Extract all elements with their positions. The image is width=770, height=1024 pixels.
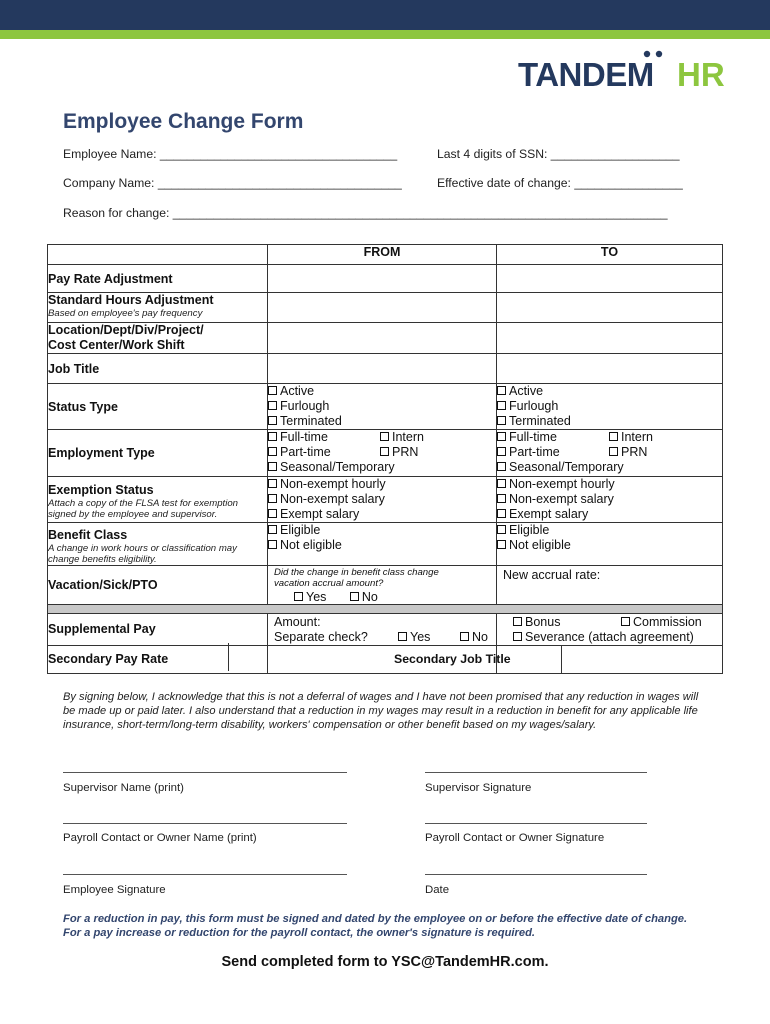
benefit-to-options [497, 522, 723, 565]
furlough-label: Furlough [280, 399, 330, 414]
non-exempt-salary-checkbox[interactable] [497, 494, 506, 503]
date-line[interactable] [425, 874, 647, 875]
reason-field[interactable]: Reason for change: _________________________________________________________________________ [63, 206, 668, 220]
part-time-label: Part-time [280, 445, 331, 460]
separate-yes-label: Yes [410, 629, 431, 644]
employee-signature-label: Employee Signature [63, 884, 166, 896]
eligible-checkbox[interactable] [497, 525, 506, 534]
active-label: Active [509, 384, 544, 398]
date-label: Date [425, 884, 450, 896]
supervisor-name-line[interactable] [63, 772, 347, 773]
separate-no-checkbox[interactable] [460, 632, 469, 641]
non-exempt-hourly-checkbox[interactable] [268, 479, 277, 488]
employment-to-options [497, 430, 723, 476]
header-band-green [0, 30, 770, 39]
part-time-checkbox[interactable] [268, 447, 277, 456]
commission-checkbox[interactable] [621, 617, 630, 626]
exempt-salary-checkbox[interactable] [497, 509, 506, 518]
row-label-supplemental: Supplemental Pay [48, 613, 268, 645]
part-time-checkbox[interactable] [497, 447, 506, 456]
separator-bar [48, 604, 723, 613]
bonus-label: Bonus [525, 614, 561, 629]
terminated-label: Terminated [509, 414, 571, 429]
pay-rate-to[interactable] [497, 265, 723, 293]
separate-yes-checkbox[interactable] [398, 632, 407, 641]
severance-label: Severance (attach agreement) [525, 629, 694, 644]
not-eligible-checkbox[interactable] [268, 540, 277, 549]
logo-text-main: TANDEM [518, 56, 654, 92]
separate-no-label: No [472, 629, 488, 644]
footer-note-line1: For a reduction in pay, this form must be signed and dated by the employee on or before the effective date of change. [63, 913, 688, 925]
exemption-to-options [497, 476, 723, 522]
row-label-location [48, 323, 268, 354]
from-header: FROM [268, 245, 497, 265]
location-from[interactable] [268, 323, 497, 354]
footer-note-line2: For a pay increase or reduction for the payroll contact, the owner's signature is required. [63, 927, 536, 939]
eligible-label: Eligible [509, 522, 550, 537]
exemption-title: Exemption Status [48, 482, 154, 497]
intern-label: Intern [621, 430, 653, 445]
std-hours-title: Standard Hours Adjustment [48, 293, 214, 307]
job-title-from[interactable] [268, 354, 497, 384]
separate-check-label: Separate check? [274, 629, 368, 644]
vacation-from [268, 565, 497, 604]
payroll-signature-line[interactable] [425, 823, 647, 824]
full-time-label: Full-time [280, 430, 328, 445]
prn-checkbox[interactable] [609, 447, 618, 456]
seasonal-checkbox[interactable] [268, 462, 277, 471]
supervisor-name-label: Supervisor Name (print) [63, 782, 184, 794]
exemption-from-options [268, 476, 497, 522]
change-table [47, 244, 723, 674]
row-label-std-hours [48, 293, 268, 323]
row-label-job-title: Job Title [48, 354, 268, 384]
benefit-title: Benefit Class [48, 527, 128, 542]
non-exempt-hourly-checkbox[interactable] [497, 479, 506, 488]
row-label-exemption [48, 476, 268, 522]
status-to-options [497, 384, 723, 430]
payroll-name-label: Payroll Contact or Owner Name (print) [63, 832, 257, 844]
location-line1: Location/Dept/Div/Project/ [48, 323, 204, 337]
benefit-from-options [268, 522, 497, 565]
exemption-sub: Attach a copy of the FLSA test for exemption signed by the employee and supervisor. [48, 497, 239, 520]
active-label: Active [280, 384, 315, 398]
employee-signature-line[interactable] [63, 874, 347, 875]
terminated-checkbox[interactable] [268, 416, 277, 425]
seasonal-label: Seasonal/Temporary [509, 460, 624, 475]
payroll-name-line[interactable] [63, 823, 347, 824]
seasonal-checkbox[interactable] [497, 462, 506, 471]
secondary-job-cell [268, 645, 511, 673]
exempt-salary-label: Exempt salary [509, 506, 589, 521]
row-label-status-type: Status Type [48, 384, 268, 430]
commission-label: Commission [633, 614, 702, 629]
full-time-checkbox[interactable] [497, 432, 506, 441]
company-name-field[interactable]: Company Name: ____________________________________ [63, 176, 402, 190]
supplemental-to [497, 613, 723, 645]
page-title: Employee Change Form [63, 110, 304, 133]
std-hours-to[interactable] [497, 293, 723, 323]
job-title-to[interactable] [497, 354, 723, 384]
header-band-navy [0, 0, 770, 30]
not-eligible-label: Not eligible [509, 537, 571, 552]
std-hours-sub: Based on employee's pay frequency [48, 308, 203, 319]
row-label-pay-rate: Pay Rate Adjustment [48, 265, 268, 293]
tandem-hr-logo [518, 50, 738, 92]
vacation-yes-checkbox[interactable] [294, 592, 303, 601]
pay-rate-from[interactable] [268, 265, 497, 293]
new-accrual-rate[interactable]: New accrual rate: [497, 565, 723, 604]
row-label-employment-type: Employment Type [48, 430, 268, 476]
full-time-checkbox[interactable] [268, 432, 277, 441]
non-exempt-salary-label: Non-exempt salary [509, 491, 614, 506]
intern-label: Intern [392, 430, 424, 445]
not-eligible-label: Not eligible [280, 537, 342, 552]
location-line2: Cost Center/Work Shift [48, 338, 185, 352]
secondary-rate-label: Secondary Pay Rate [48, 652, 169, 667]
exempt-salary-label: Exempt salary [280, 506, 360, 521]
std-hours-from[interactable] [268, 293, 497, 323]
header-blank [48, 245, 268, 265]
non-exempt-hourly-label: Non-exempt hourly [509, 476, 615, 491]
non-exempt-salary-checkbox[interactable] [268, 494, 277, 503]
non-exempt-hourly-label: Non-exempt hourly [280, 476, 386, 491]
exempt-salary-checkbox[interactable] [268, 509, 277, 518]
secondary-rate-divider [228, 643, 229, 671]
secondary-job-label: Secondary Job Title [394, 652, 511, 667]
payroll-signature-label: Payroll Contact or Owner Signature [425, 832, 605, 844]
eligible-checkbox[interactable] [268, 525, 277, 534]
prn-label: PRN [392, 445, 419, 460]
terminated-label: Terminated [280, 414, 342, 429]
prn-checkbox[interactable] [380, 447, 389, 456]
vacation-no-checkbox[interactable] [350, 592, 359, 601]
furlough-label: Furlough [509, 399, 559, 414]
intern-checkbox[interactable] [609, 432, 618, 441]
vacation-question: Did the change in benefit class change vacation accrual amount? [274, 566, 439, 589]
employee-name-field[interactable]: Employee Name: ___________________________________ [63, 147, 398, 161]
footer-note [63, 912, 687, 940]
non-exempt-salary-label: Non-exempt salary [280, 491, 385, 506]
active-checkbox[interactable] [268, 386, 277, 395]
logo-text-accent: HR [677, 56, 725, 92]
acknowledgement-text: By signing below, I acknowledge that this is not a deferral of wages and I have not been promised that any reduction in wages will be made up or paid later. I also understand that a reduction in my wages may result in a reduction in benefit for any applicable life insurance, short-term/long-term disability, workers' compensation or other benefit based on my wages/salary. [63, 691, 699, 731]
not-eligible-checkbox[interactable] [497, 540, 506, 549]
secondary-job-divider [561, 645, 562, 673]
bonus-checkbox[interactable] [513, 617, 522, 626]
seasonal-label: Seasonal/Temporary [280, 460, 395, 475]
prn-label: PRN [621, 445, 648, 460]
full-time-label: Full-time [509, 430, 557, 445]
amount-label: Amount: [274, 614, 321, 629]
send-instruction: Send completed form to YSC@TandemHR.com. [221, 954, 549, 970]
to-header: TO [497, 245, 723, 265]
furlough-checkbox[interactable] [497, 401, 506, 410]
effective-date-field[interactable]: Effective date of change: ________________ [437, 176, 683, 190]
vacation-yes-label: Yes [306, 589, 327, 604]
part-time-label: Part-time [509, 445, 560, 460]
ssn-field[interactable]: Last 4 digits of SSN: ___________________ [437, 147, 680, 161]
employment-from-options [268, 430, 497, 476]
row-label-secondary-rate [48, 645, 268, 673]
eligible-label: Eligible [280, 522, 321, 537]
secondary-job-to [497, 645, 723, 673]
row-label-benefit-class [48, 522, 268, 565]
vacation-no-label: No [361, 589, 378, 604]
active-checkbox[interactable] [497, 386, 506, 395]
supervisor-signature-line[interactable] [425, 772, 647, 773]
row-label-vacation: Vacation/Sick/PTO [48, 565, 268, 604]
severance-checkbox[interactable] [513, 632, 522, 641]
terminated-checkbox[interactable] [497, 416, 506, 425]
supervisor-signature-label: Supervisor Signature [425, 782, 532, 794]
location-to[interactable] [497, 323, 723, 354]
furlough-checkbox[interactable] [268, 401, 277, 410]
supplemental-from [268, 613, 497, 645]
status-from-options [268, 384, 497, 430]
benefit-sub: A change in work hours or classification may change benefits eligibility. [48, 542, 237, 565]
intern-checkbox[interactable] [380, 432, 389, 441]
